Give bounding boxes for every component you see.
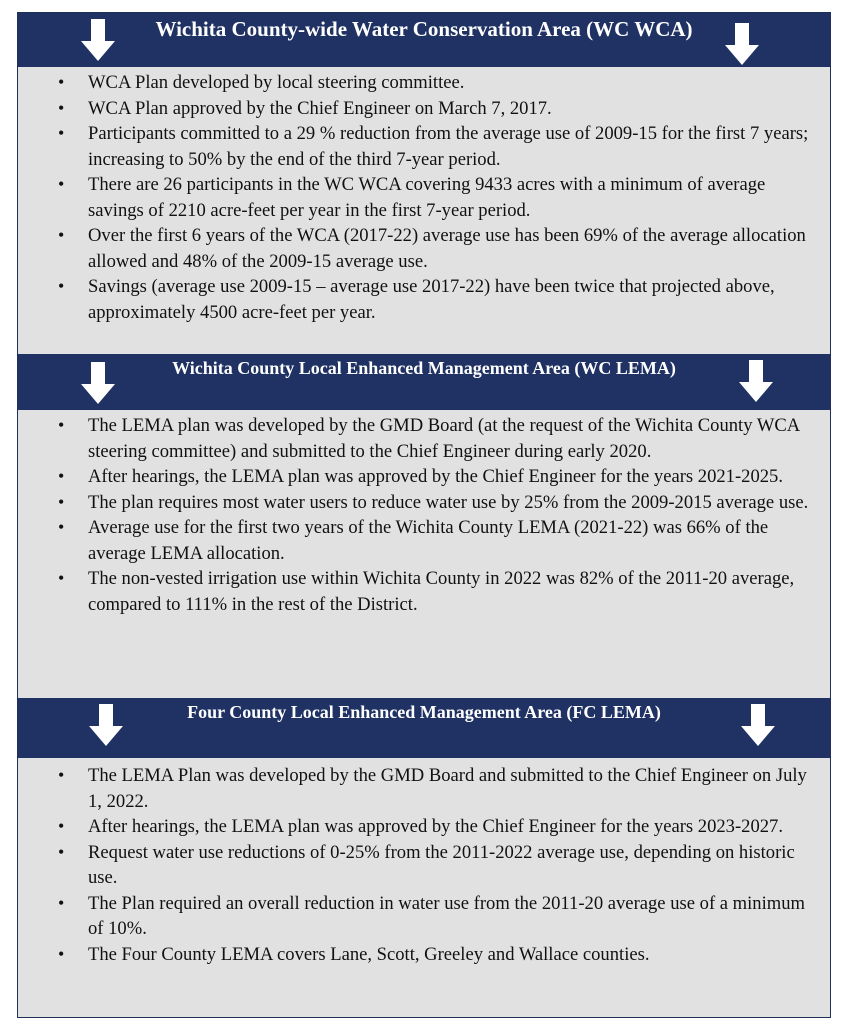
section-header-fc-lema — [18, 698, 830, 758]
section-body-wc-lema — [18, 413, 830, 617]
list-item: • Over the first 6 years of the WCA (2017-22) average use has been 69% of the average allocation allowed and 48% of the 2009-15 average use. — [88, 223, 830, 274]
list-item: • The non-vested irrigation use within Wichita County in 2022 was 82% of the 2011-20 average, compared to 111% in the rest of the District. — [88, 566, 830, 617]
section-header-wc-wca — [18, 13, 830, 67]
list-item: • The LEMA Plan was developed by the GMD Board and submitted to the Chief Engineer on July 1, 2022. — [88, 763, 830, 814]
section-body-wc-wca — [18, 70, 830, 325]
bullet-list — [18, 763, 830, 967]
bullet-list — [18, 70, 830, 325]
list-item: • Participants committed to a 29 % reduction from the average use of 2009-15 for the first 7 years; increasing to 50% by the end of the third 7-year period. — [88, 121, 830, 172]
list-item: • The Plan required an overall reduction in water use from the 2011-20 average use of a minimum of 10%. — [88, 891, 830, 942]
down-arrow-icon — [738, 360, 774, 402]
section-title-fc-lema: Four County Local Enhanced Management Area (FC LEMA) — [187, 702, 661, 722]
list-item: • Average use for the first two years of the Wichita County LEMA (2021-22) was 66% of the average LEMA allocation. — [88, 515, 830, 566]
down-arrow-icon — [724, 23, 760, 65]
list-item: • Savings (average use 2009-15 – average use 2017-22) have been twice that projected above, approximately 4500 acre-feet per year. — [88, 274, 830, 325]
list-item: • The Four County LEMA covers Lane, Scott, Greeley and Wallace counties. — [88, 942, 830, 968]
list-item: • The LEMA plan was developed by the GMD Board (at the request of the Wichita County WCA steering committee) and submitted to the Chief Engineer during early 2020. — [88, 413, 830, 464]
section-title-wc-lema: Wichita County Local Enhanced Management Area (WC LEMA) — [172, 358, 676, 378]
down-arrow-icon — [740, 704, 776, 746]
list-item: • After hearings, the LEMA plan was approved by the Chief Engineer for the years 2023-2027. — [88, 814, 830, 840]
list-item: • WCA Plan developed by local steering committee. — [88, 70, 830, 96]
document-frame — [17, 12, 831, 1018]
list-item: • The plan requires most water users to reduce water use by 25% from the 2009-2015 average use. — [88, 490, 830, 516]
section-title-wc-wca: Wichita County-wide Water Conservation Area (WC WCA) — [155, 17, 693, 41]
section-body-fc-lema — [18, 763, 830, 967]
list-item: • WCA Plan approved by the Chief Engineer on March 7, 2017. — [88, 96, 830, 122]
list-item: • Request water use reductions of 0-25% from the 2011-2022 average use, depending on historic use. — [88, 840, 830, 891]
section-header-wc-lema — [18, 354, 830, 410]
list-item: • After hearings, the LEMA plan was approved by the Chief Engineer for the years 2021-2025. — [88, 464, 830, 490]
bullet-list — [18, 413, 830, 617]
list-item: • There are 26 participants in the WC WCA covering 9433 acres with a minimum of average savings of 2210 acre-feet per year in the first 7-year period. — [88, 172, 830, 223]
